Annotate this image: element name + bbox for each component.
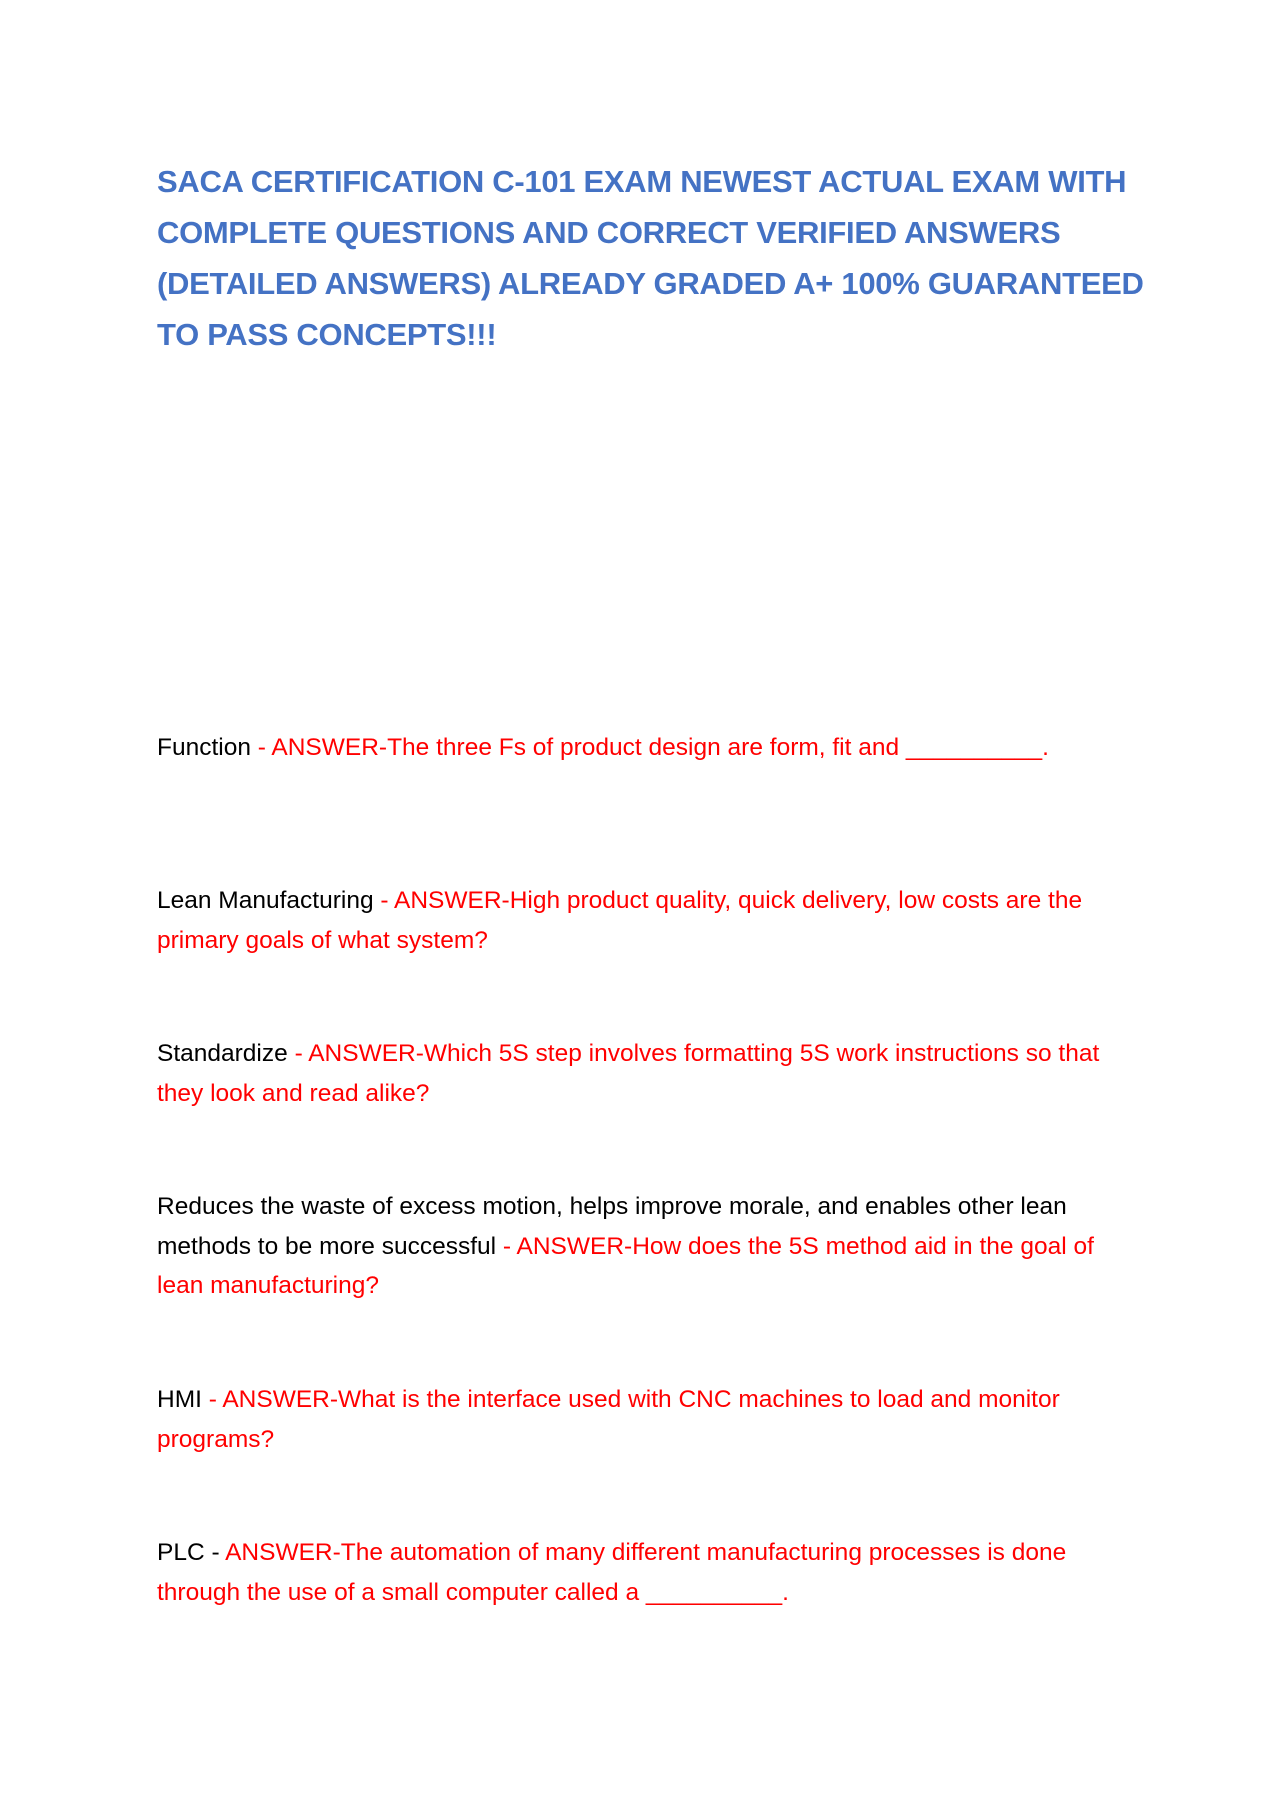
qa-entry-lean-manufacturing — [157, 881, 1137, 960]
qa-separator: - — [287, 1040, 309, 1067]
qa-separator: - — [496, 1232, 517, 1260]
qa-answer: ANSWER-What is the interface used with CNC machines to load and monitor programs? — [157, 1386, 1060, 1453]
qa-entry-standardize — [157, 1034, 1137, 1113]
document-title: SACA CERTIFICATION C-101 EXAM NEWEST ACTUAL EXAM WITH COMPLETE QUESTIONS AND CORRECT VERIFIED ANSWERS (DETAILED ANSWERS) ALREADY GRADED A+ 100% GUARANTEED TO PASS CONCEPTS!!! — [157, 164, 1144, 352]
qa-term: HMI — [157, 1386, 202, 1413]
qa-entry-hmi — [157, 1380, 1137, 1459]
qa-answer: ANSWER-How does the 5S method aid in the goal of lean manufacturing? — [157, 1232, 1094, 1299]
qa-answer: ANSWER-The automation of many different manufacturing processes is done through the use of a small computer called a __________. — [157, 1539, 1067, 1606]
qa-entry-function — [157, 728, 1137, 768]
qa-term: Function — [157, 734, 251, 761]
qa-separator: - — [250, 734, 272, 761]
qa-entry-5s-benefits — [157, 1187, 1137, 1306]
qa-answer: ANSWER-Which 5S step involves formatting 5S work instructions so that they look and read alike? — [157, 1040, 1100, 1107]
qa-term: PLC — [157, 1539, 205, 1566]
qa-entry-plc — [157, 1533, 1137, 1612]
qa-term: Lean Manufacturing — [157, 887, 374, 914]
qa-separator: - — [204, 1539, 226, 1566]
qa-separator: - — [201, 1386, 223, 1413]
qa-term: Standardize — [157, 1040, 288, 1067]
qa-term: Reduces the waste of excess motion, helps improve morale, and enables other lean methods to be more successful — [157, 1193, 1067, 1260]
qa-separator: - — [373, 887, 394, 914]
qa-answer: ANSWER-The three Fs of product design are form, fit and __________. — [271, 734, 1049, 761]
qa-answer: ANSWER-High product quality, quick delivery, low costs are the primary goals of what system? — [157, 887, 1083, 954]
